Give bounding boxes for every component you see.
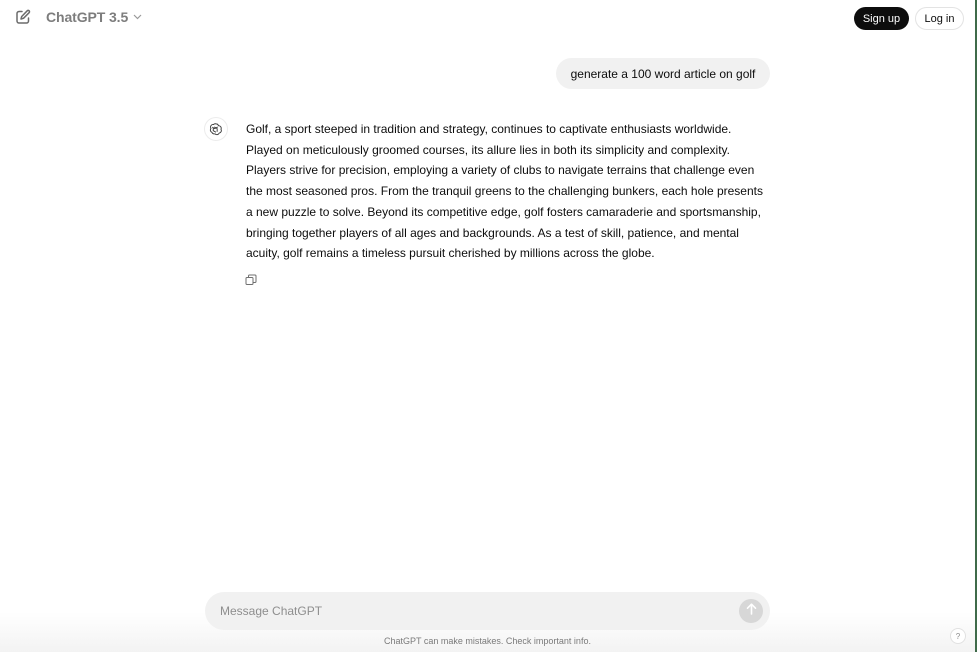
assistant-message [246, 119, 774, 264]
user-message: generate a 100 word article on golf [556, 58, 770, 89]
chevron-down-icon [133, 12, 143, 22]
copy-icon [245, 273, 257, 290]
assistant-message-line: Golf, a sport steeped in tradition and strategy, continues to captivate enthusiasts worldwide. [246, 122, 732, 136]
assistant-message-line: a new puzzle to solve. Beyond its competitive edge, golf fosters camaraderie and sportsmanship, [246, 204, 761, 219]
assistant-message-line: Played on meticulously groomed courses, its allure lies in both its simplicity and complexity. [246, 142, 730, 157]
openai-logo-icon [204, 117, 228, 141]
message-composer [205, 592, 770, 630]
help-button[interactable]: ? [950, 628, 966, 644]
arrow-up-icon [746, 602, 757, 620]
model-selector[interactable] [46, 9, 143, 25]
send-button[interactable] [739, 599, 763, 623]
message-input[interactable] [220, 592, 720, 630]
model-name: ChatGPT 3.5 [46, 9, 129, 25]
assistant-message-line: acuity, golf remains a timeless pursuit cherished by millions across the globe. [246, 246, 655, 261]
copy-button[interactable] [245, 273, 258, 286]
new-chat-button[interactable] [12, 8, 34, 30]
log-in-button[interactable]: Log in [915, 7, 964, 30]
disclaimer-text: ChatGPT can make mistakes. Check important info. [384, 636, 591, 646]
assistant-message-line: bringing together players of all ages and backgrounds. As a test of skill, patience, and mental [246, 225, 739, 240]
sign-up-button[interactable]: Sign up [854, 7, 909, 30]
edit-icon [15, 9, 31, 30]
top-bar [0, 0, 975, 38]
assistant-message-line: the most seasoned pros. From the tranquil greens to the challenging bunkers, each hole presents [246, 184, 763, 199]
assistant-message-line: Players strive for precision, employing a variety of clubs to navigate terrains that challenge even [246, 163, 755, 178]
